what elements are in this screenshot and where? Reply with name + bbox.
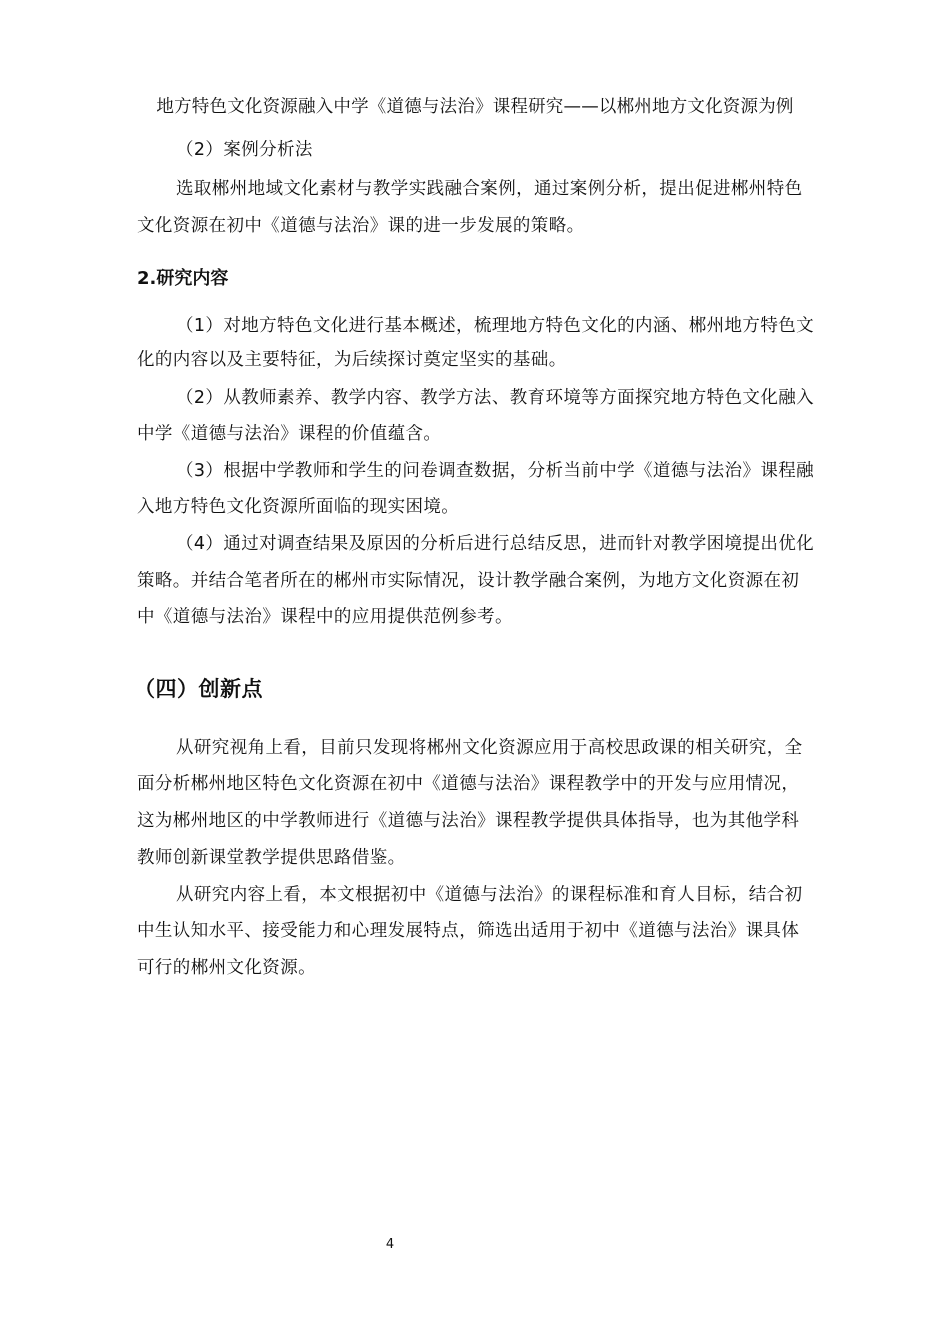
section-heading-innovation: （四）创新点 [134,677,263,701]
method-text-line-2: 文化资源在初中《道德与法治》课的进一步发展的策略。 [137,216,585,236]
innovation-paragraph-1-line-3: 这为郴州地区的中学教师进行《道德与法治》课程教学提供具体指导，也为其他学科 [137,811,800,831]
research-item-4-line-1: （4）通过对调查结果及原因的分析后进行总结反思，进而针对教学困境提出优化 [176,534,815,554]
running-header: 地方特色文化资源融入中学《道德与法治》课程研究——以郴州地方文化资源为例 [156,97,794,117]
method-label: （2）案例分析法 [176,140,313,160]
research-item-3-line-2: 入地方特色文化资源所面临的现实困境。 [137,497,460,517]
page-number: 4 [385,1237,395,1252]
research-item-3-line-1: （3）根据中学教师和学生的问卷调查数据，分析当前中学《道德与法治》课程融 [176,461,815,481]
innovation-paragraph-2-line-3: 可行的郴州文化资源。 [137,958,316,978]
section-heading-research-content: 2.研究内容 [137,268,229,289]
research-item-2-line-1: （2）从教师素养、教学内容、教学方法、教育环境等方面探究地方特色文化融入 [176,388,815,408]
research-item-1-line-2: 化的内容以及主要特征，为后续探讨奠定坚实的基础。 [137,350,567,370]
research-item-2-line-2: 中学《道德与法治》课程的价值蕴含。 [137,424,442,444]
innovation-paragraph-1-line-2: 面分析郴州地区特色文化资源在初中《道德与法治》课程教学中的开发与应用情况， [137,774,800,794]
research-item-4-line-3: 中《道德与法治》课程中的应用提供范例参考。 [137,607,513,627]
innovation-paragraph-1-line-4: 教师创新课堂教学提供思路借鉴。 [137,848,406,868]
innovation-paragraph-2-line-2: 中生认知水平、接受能力和心理发展特点，筛选出适用于初中《道德与法治》课具体 [137,921,800,941]
research-item-1-line-1: （1）对地方特色文化进行基本概述，梳理地方特色文化的内涵、郴州地方特色文 [176,316,815,336]
innovation-paragraph-2-line-1: 从研究内容上看，本文根据初中《道德与法治》的课程标准和育人目标，结合初 [176,885,803,905]
research-item-4-line-2: 策略。并结合笔者所在的郴州市实际情况，设计教学融合案例，为地方文化资源在初 [137,571,800,591]
method-text-line-1: 选取郴州地域文化素材与教学实践融合案例，通过案例分析，提出促进郴州特色 [176,179,803,199]
innovation-paragraph-1-line-1: 从研究视角上看，目前只发现将郴州文化资源应用于高校思政课的相关研究，全 [176,738,803,758]
